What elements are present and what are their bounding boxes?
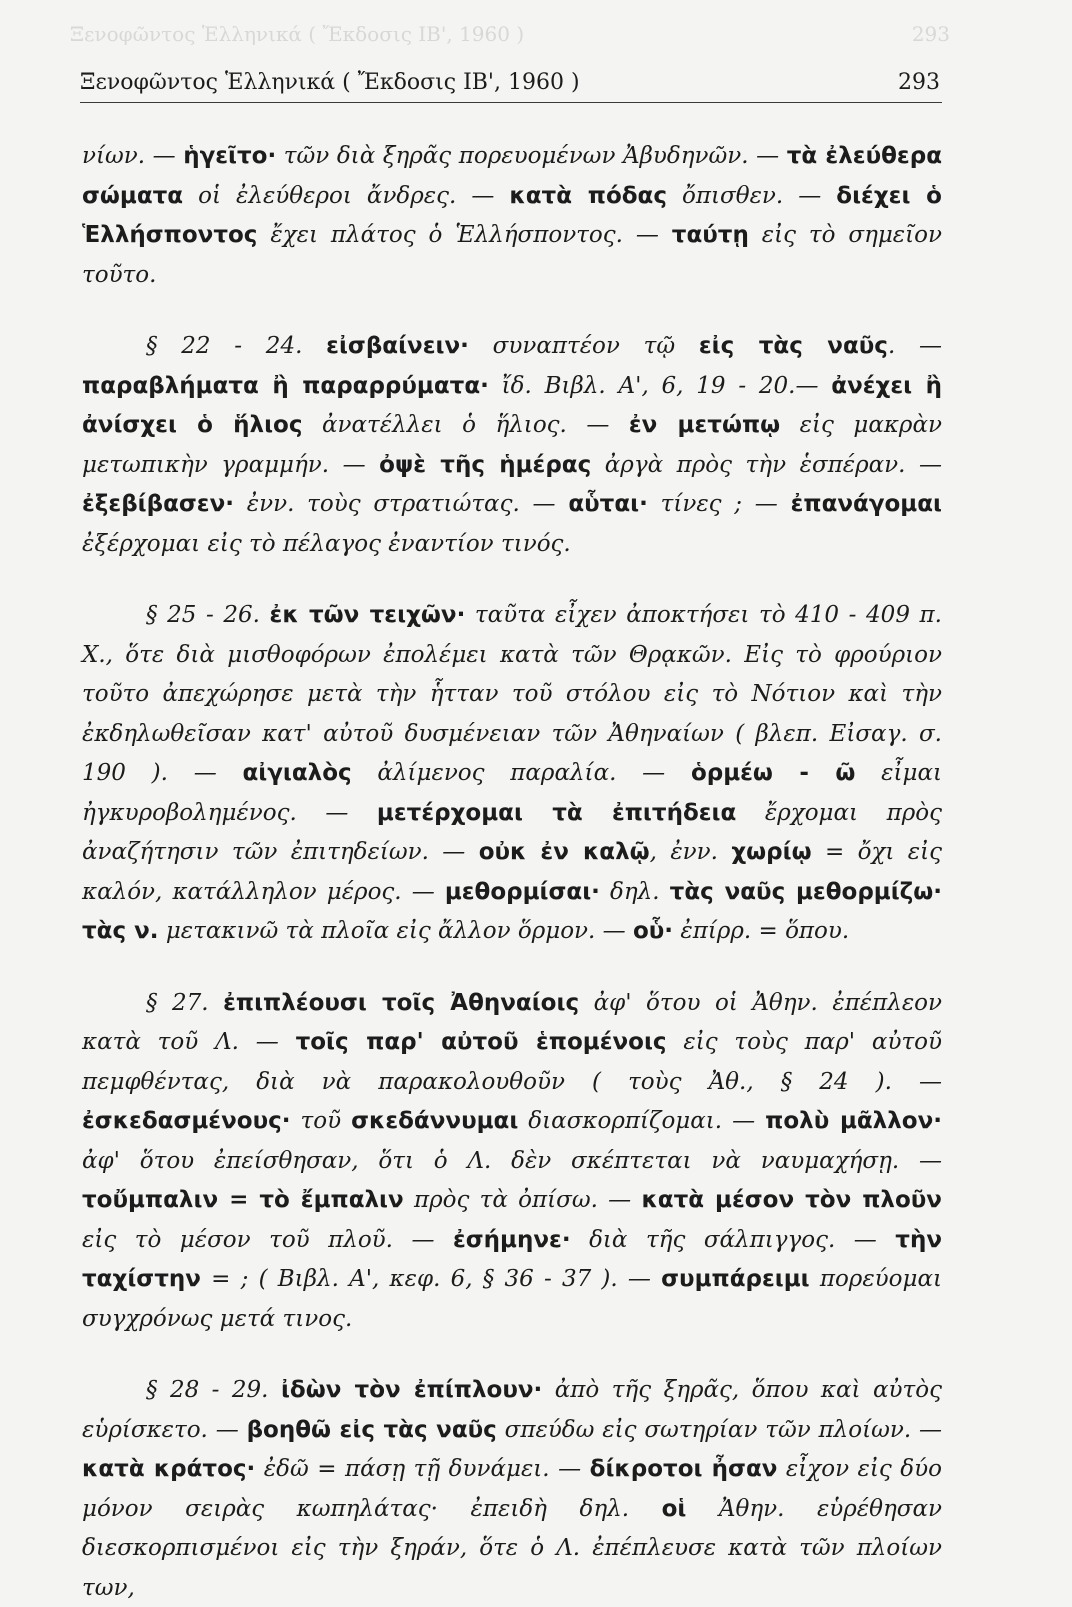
lemma-term: ἐν μετώπῳ — [628, 412, 781, 438]
gloss-text: ἔχει πλάτος ὁ Ἑλλήσποντος. — — [257, 222, 672, 248]
gloss-text: εἶχον εἰς δύο μόνον σειρὰς κωπηλάτας· ἐπειδὴ δηλ. — [82, 1456, 942, 1522]
gloss-text: διασκορπίζομαι. — — [518, 1108, 766, 1134]
gloss-text: ἀφ' ὅτου οἱ Ἀθην. ἐπέπλεον κατὰ τοῦ Λ. — — [82, 989, 943, 1055]
gloss-text: § 22 - 24. — [146, 333, 327, 359]
lemma-term: τὰ ἐλεύθερα σώματα — [82, 143, 942, 209]
gloss-text: ἔρχομαι πρὸς ἀναζήτησιν τῶν ἐπιτηδείων. — — [82, 799, 942, 865]
gloss-text: σπεύδω εἰς σωτηρίαν τῶν πλοίων. — — [496, 1416, 942, 1443]
gloss-text: Ἀθην. εὑρέθησαν διεσκορπισμένοι εἰς τὴν ξηράν, ὅτε ὁ Λ. ἐπέπλευσε κατὰ τῶν πλοίων των, — [82, 1495, 942, 1601]
paragraph-section-28-29 — [82, 1370, 942, 1607]
lemma-term: οὐκ ἐν καλῷ — [478, 839, 650, 865]
lemma-term: ὁρμέω - ῶ — [690, 760, 856, 786]
commentary-body — [82, 136, 942, 1607]
gloss-text: συναπτέον τῷ — [468, 333, 699, 359]
lemma-term: αὗται· — [568, 491, 648, 517]
gloss-text: δηλ. — [599, 878, 670, 905]
lemma-term: μετέρχομαι τὰ ἐπιτήδεια — [376, 799, 737, 826]
gloss-text: τίνες ; — — [647, 491, 791, 517]
paragraph-continuation — [82, 136, 942, 294]
gloss-text: = ὄχι εἰς καλόν, κατάλληλον μέρος. — — [82, 839, 943, 905]
gloss-text: διὰ τῆς σάλπιγγος. — — [570, 1226, 896, 1253]
gloss-text: οἱ ἐλεύθεροι ἄνδρες. — — [183, 182, 510, 209]
lemma-term: σκεδάννυμαι — [351, 1108, 519, 1134]
lemma-term: εἰς τὰς ναῦς — [698, 333, 888, 359]
gloss-text: § 27. — [146, 989, 224, 1016]
gloss-text: τῶν διὰ ξηρᾶς πορευομένων Ἀβυδηνῶν. — — [276, 143, 787, 169]
lemma-term: τὰς ναῦς μεθορμίζω· τὰς ν. — [82, 878, 943, 944]
lemma-term: χωρίῳ — [731, 839, 812, 865]
lemma-term: ἐξεβίβασεν· — [82, 491, 235, 517]
gloss-text: πορεύομαι συγχρόνως μετά τινος. — [82, 1266, 942, 1332]
paragraph-section-22-24 — [82, 326, 942, 563]
lemma-term: ἰδὼν τὸν ἐπίπλουν· — [280, 1377, 543, 1403]
lemma-term: ἐπανάγομαι — [790, 491, 942, 517]
lemma-term: τὴν ταχίστην — [82, 1226, 943, 1292]
gloss-text: ἀνατέλλει ὁ ἥλιος. — — [302, 412, 629, 438]
gloss-text: τοῦ — [290, 1108, 352, 1134]
lemma-term: πολὺ μᾶλλον· — [765, 1108, 942, 1134]
lemma-term: τοὔμπαλιν = τὸ ἔμπαλιν — [82, 1187, 404, 1213]
gloss-text: § 28 - 29. — [146, 1377, 281, 1403]
lemma-term: βοηθῶ εἰς τὰς ναῦς — [246, 1416, 497, 1443]
paragraph-section-27 — [82, 983, 942, 1339]
gloss-text: = ; ( Βιβλ. Α', κεφ. 6, § 36 - 37 ). — — [200, 1266, 662, 1292]
gloss-text: ἐδῶ = πάσῃ τῇ δυνάμει. — — [255, 1456, 590, 1482]
lemma-term: κατὰ μέσον τὸν πλοῦν — [641, 1187, 942, 1213]
lemma-term: συμπάρειμι — [661, 1266, 810, 1292]
header-rule — [80, 102, 942, 103]
lemma-term: παραβλήματα ἢ παραρρύματα· — [82, 372, 489, 399]
gloss-text: ἐνν. τοὺς στρατιώτας. — — [234, 491, 569, 517]
lemma-term: ταύτῃ — [671, 222, 749, 248]
lemma-term: τοῖς παρ' αὐτοῦ ἑπομένοις — [295, 1029, 667, 1055]
ghost-page-number: 293 — [911, 22, 950, 46]
lemma-term: ἐσήμηνε· — [452, 1226, 571, 1253]
gloss-text: § 25 - 26. — [146, 602, 270, 628]
lemma-term: ἐπιπλέουσι τοῖς Ἀθηναίοις — [223, 989, 580, 1016]
gloss-text: εἰς μακρὰν μετωπικὴν γραμμήν. — — [82, 412, 942, 478]
lemma-term: κατὰ πόδας — [509, 182, 667, 209]
gloss-text: ἴδ. Βιβλ. Α', 6, 19 - 20.— — [488, 372, 832, 399]
gloss-text: εἰς τοὺς παρ' αὐτοῦ πεμφθέντας, διὰ νὰ παρακολουθοῦν ( τοὺς Ἀθ., § 24 ). — — [82, 1029, 943, 1095]
gloss-text: ἀλίμενος παραλία. — — [351, 760, 691, 786]
gloss-text: ἐξέρχομαι εἰς τὸ πέλαγος ἐναντίον τινός. — [82, 530, 571, 557]
gloss-text: ἀφ' ὅτου ἐπείσθησαν, ὅτι ὁ Λ. δὲν σκέπτεται νὰ ναυμαχήσῃ. — — [82, 1147, 942, 1174]
page-number: 293 — [898, 70, 940, 95]
gloss-text: , ἐνν. — [649, 839, 732, 865]
running-title: Ξενοφῶντος Ἑλληνικά ( Ἔκδοσις ΙΒ', 1960 ) — [80, 70, 580, 95]
gloss-text: ἀπὸ τῆς ξηρᾶς, ὅπου καὶ αὐτὸς εὑρίσκετο. — — [82, 1377, 942, 1443]
lemma-term: κατὰ κράτος· — [82, 1456, 256, 1482]
bleed-through-text — [70, 22, 950, 46]
lemma-term: οὗ· — [632, 918, 674, 944]
lemma-term: διέχει ὁ Ἑλλήσποντος — [82, 182, 942, 248]
gloss-text: ὄπισθεν. — — [667, 182, 837, 209]
gloss-text: εἰς τὸ μέσον τοῦ πλοῦ. — — [82, 1226, 453, 1253]
lemma-term: ἀνέχει ἢ ἀνίσχει ὁ ἥλιος — [82, 372, 942, 438]
paragraph-section-25-26 — [82, 595, 942, 951]
gloss-text: νίων. — — [82, 143, 184, 169]
lemma-term: εἰσβαίνειν· — [326, 333, 469, 359]
gloss-text: εἶμαι ἠγκυροβολημένος. — — [82, 760, 942, 826]
gloss-text: ταῦτα εἶχεν ἀποκτήσει τὸ 410 - 409 π. Χ., ὅτε διὰ μισθοφόρων ἐπολέμει κατὰ τῶν Θρᾳκῶν. Εἰς τὸ φρούριον τοῦτο ἀπεχώρησε μετὰ τὴν ἧτταν τοῦ στόλου εἰς τὸ Νότιον καὶ τὴν ἐκδηλωθεῖσαν κατ' αὐτοῦ δυσμένειαν τῶν Ἀθηναίων ( βλεπ. Εἰσαγ. σ. 190 ). — — [82, 602, 942, 786]
gloss-text: . — — [887, 333, 943, 359]
lemma-term: οἱ — [661, 1495, 687, 1522]
lemma-term: μεθορμίσαι· — [444, 878, 600, 905]
lemma-term: ὀψὲ τῆς ἡμέρας — [379, 451, 592, 478]
lemma-term: ἡγεῖτο· — [183, 143, 277, 169]
lemma-term: ἐκ τῶν τειχῶν· — [269, 602, 466, 628]
lemma-term: δίκροτοι ἦσαν — [589, 1456, 778, 1482]
gloss-text: πρὸς τὰ ὀπίσω. — — [403, 1187, 642, 1213]
running-header — [80, 68, 940, 98]
lemma-term: αἰγιαλὸς — [242, 760, 352, 786]
lemma-term: ἐσκεδασμένους· — [82, 1108, 291, 1134]
ghost-running-title: Ξενοφῶντος Ἑλληνικά ( Ἔκδοσις ΙΒ', 1960 ) — [70, 22, 525, 46]
gloss-text: μετακινῶ τὰ πλοῖα εἰς ἄλλον ὅρμον. — — [158, 918, 633, 944]
gloss-text: εἰς τὸ σημεῖον τοῦτο. — [82, 222, 942, 288]
gloss-text: ἐπίρρ. = ὅπου. — [673, 918, 850, 944]
gloss-text: ἀργὰ πρὸς τὴν ἑσπέραν. — — [591, 451, 942, 478]
